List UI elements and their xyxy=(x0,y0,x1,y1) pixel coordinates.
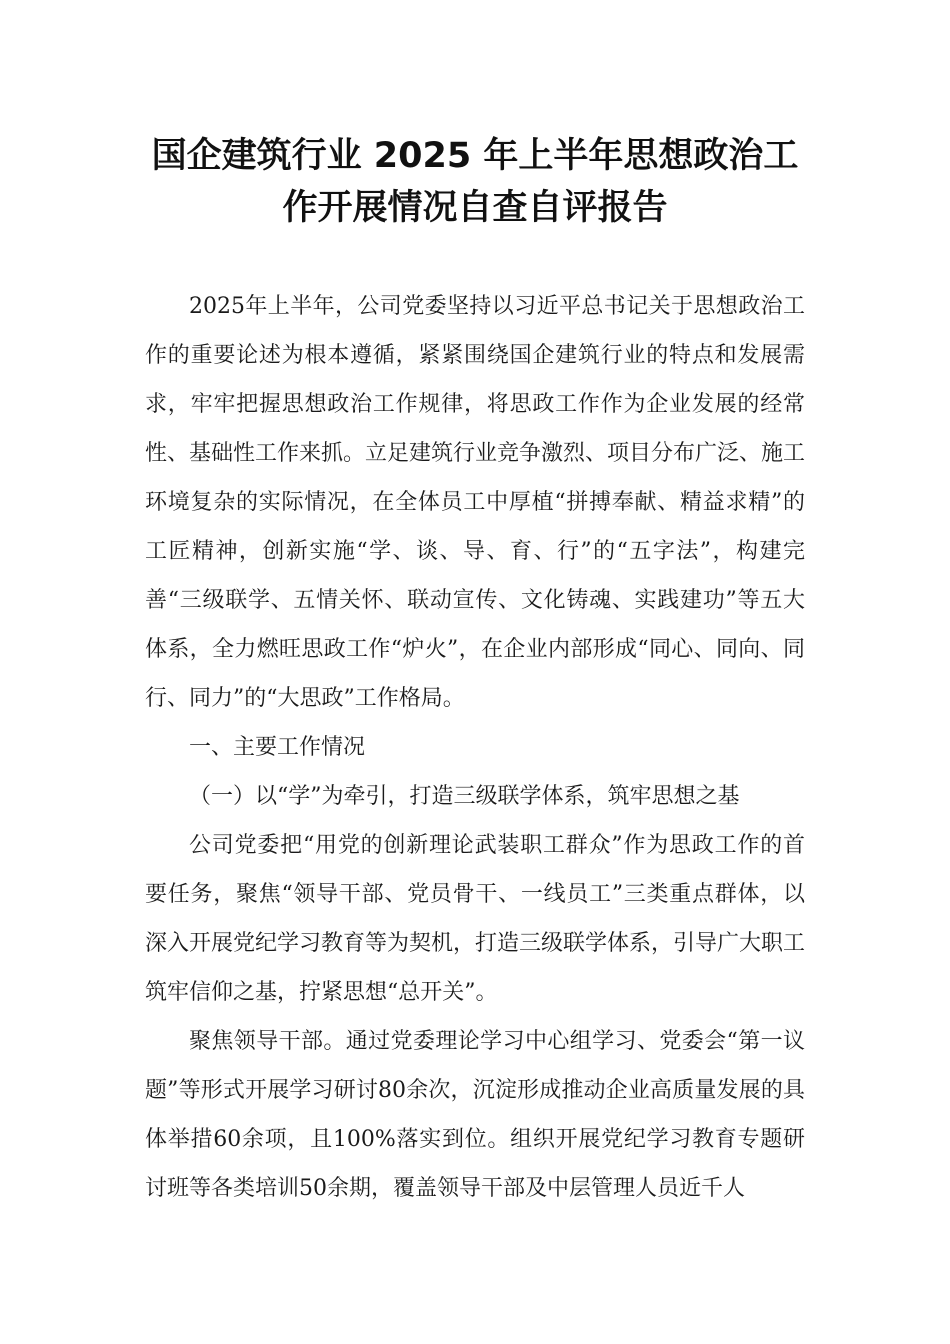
title-line-1: 国企建筑行业 2025 年上半年思想政治工 xyxy=(151,136,799,176)
title-line-2: 作开展情况自查自评报告 xyxy=(282,188,668,228)
subsection-heading: （一）以“学”为牵引，打造三级联学体系，筑牢思想之基 xyxy=(189,784,740,809)
body-paragraph: 聚焦领导干部。通过党委理论学习中心组学习、党委会“第一议题”等形式开展学习研讨80余次，沉淀形成推动企业高质量发展的具体举措60余项，且100%落实到位。组织开展党纪学习教育专题研讨班等各类培训50余期，覆盖领导干部及中层管理人员近千人 xyxy=(145,1029,805,1201)
document-body xyxy=(145,282,805,1213)
body-paragraph: 公司党委把“用党的创新理论武装职工群众”作为思政工作的首要任务，聚焦“领导干部、党员骨干、一线员工”三类重点群体，以深入开展党纪学习教育等为契机，打造三级联学体系，引导广大职工筑牢信仰之基，拧紧思想“总开关”。 xyxy=(145,833,806,1005)
document-title xyxy=(120,130,830,234)
section-heading: 一、主要工作情况 xyxy=(189,735,366,760)
intro-paragraph: 2025年上半年，公司党委坚持以习近平总书记关于思想政治工作的重要论述为根本遵循，紧紧围绕国企建筑行业的特点和发展需求，牢牢把握思想政治工作规律，将思政工作作为企业发展的经常性、基础性工作来抓。立足建筑行业竞争激烈、项目分布广泛、施工环境复杂的实际情况，在全体员工中厚植“拼搏奉献、精益求精”的工匠精神，创新实施“学、谈、导、育、行”的“五字法”，构建完善“三级联学、五情关怀、联动宣传、文化铸魂、实践建功”等五大体系，全力燃旺思政工作“炉火”，在企业内部形成“同心、同向、同行、同力”的“大思政”工作格局。 xyxy=(145,294,806,711)
